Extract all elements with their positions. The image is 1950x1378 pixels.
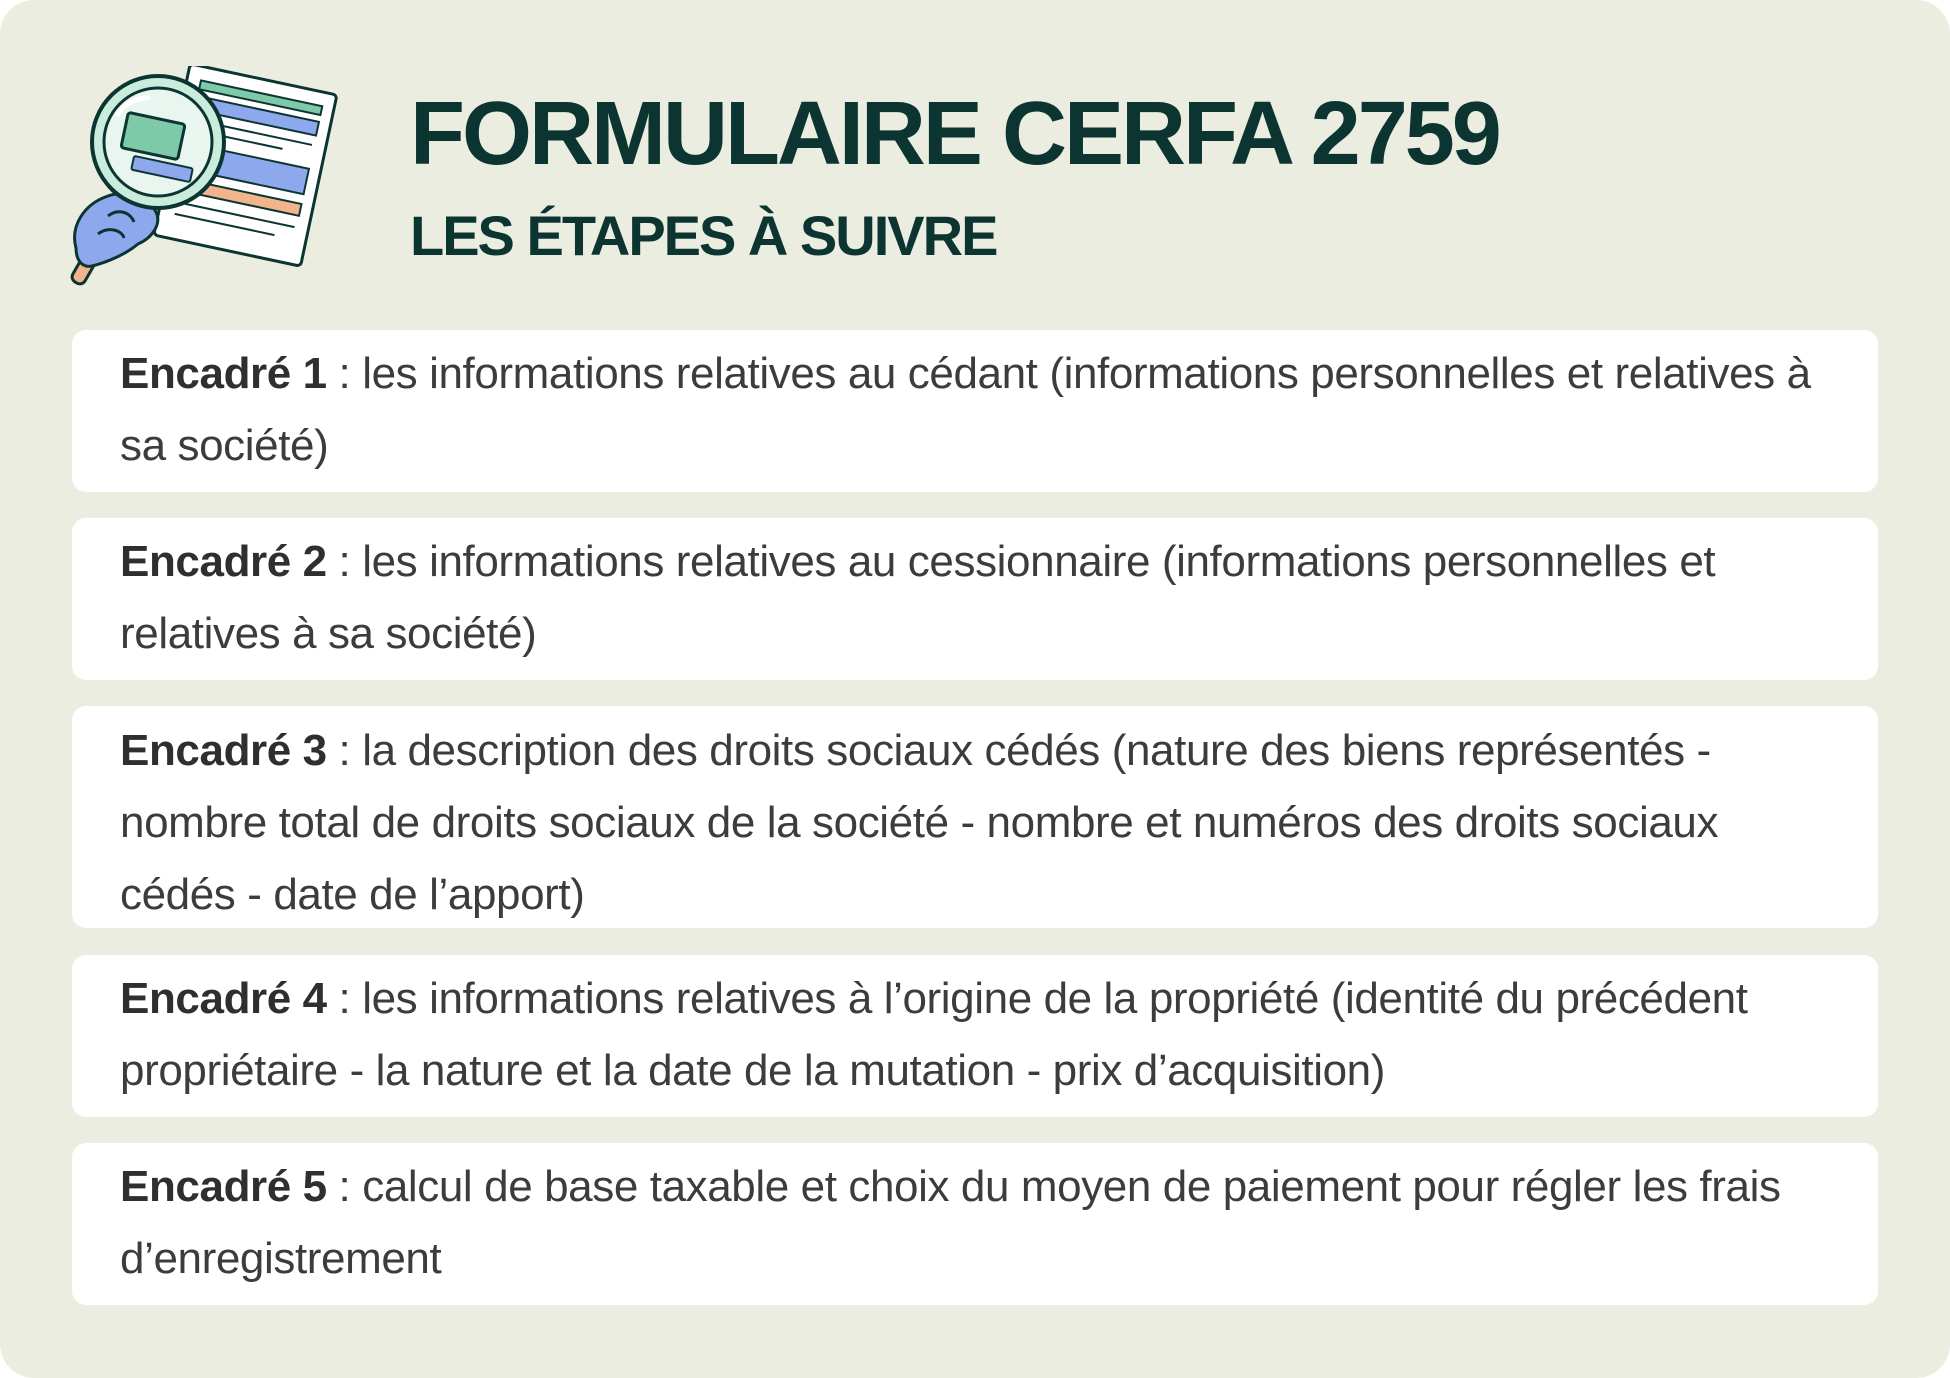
step-label: Encadré 2 — [120, 537, 327, 586]
step-box-5 — [72, 1143, 1878, 1305]
step-description: les informations relatives au cédant (informations personnelles et relatives à sa société) — [120, 349, 1811, 470]
step-description: la description des droits sociaux cédés (nature des biens représentés - nombre total de droits sociaux de la société - nombre et numéros des droits sociaux cédés - date de l’apport) — [120, 726, 1719, 919]
step-separator: : — [326, 537, 363, 586]
step-label: Encadré 3 — [120, 726, 327, 775]
step-separator: : — [326, 349, 363, 398]
step-label: Encadré 4 — [120, 974, 327, 1023]
step-separator: : — [326, 974, 363, 1023]
step-description: les informations relatives à l’origine de la propriété (identité du précédent propriétaire - la nature et la date de la mutation - prix d’acquisition) — [120, 974, 1748, 1095]
step-description: calcul de base taxable et choix du moyen de paiement pour régler les frais d’enregistrement — [120, 1162, 1781, 1283]
step-text — [120, 526, 1830, 670]
step-text — [120, 715, 1830, 931]
step-separator: : — [326, 1162, 363, 1211]
magnifier-over-form-icon — [68, 66, 348, 288]
step-description: les informations relatives au cessionnaire (informations personnelles et relatives à sa société) — [120, 537, 1716, 658]
step-text — [120, 963, 1830, 1107]
step-box-3 — [72, 706, 1878, 928]
step-label: Encadré 1 — [120, 349, 327, 398]
step-box-2 — [72, 518, 1878, 680]
step-text — [120, 1151, 1830, 1295]
step-label: Encadré 5 — [120, 1162, 327, 1211]
step-box-4 — [72, 955, 1878, 1117]
page-title: FORMULAIRE CERFA 2759 — [410, 84, 1499, 184]
step-text — [120, 338, 1830, 482]
step-separator: : — [326, 726, 363, 775]
step-box-1 — [72, 330, 1878, 492]
page-subtitle: LES ÉTAPES À SUIVRE — [410, 204, 997, 267]
